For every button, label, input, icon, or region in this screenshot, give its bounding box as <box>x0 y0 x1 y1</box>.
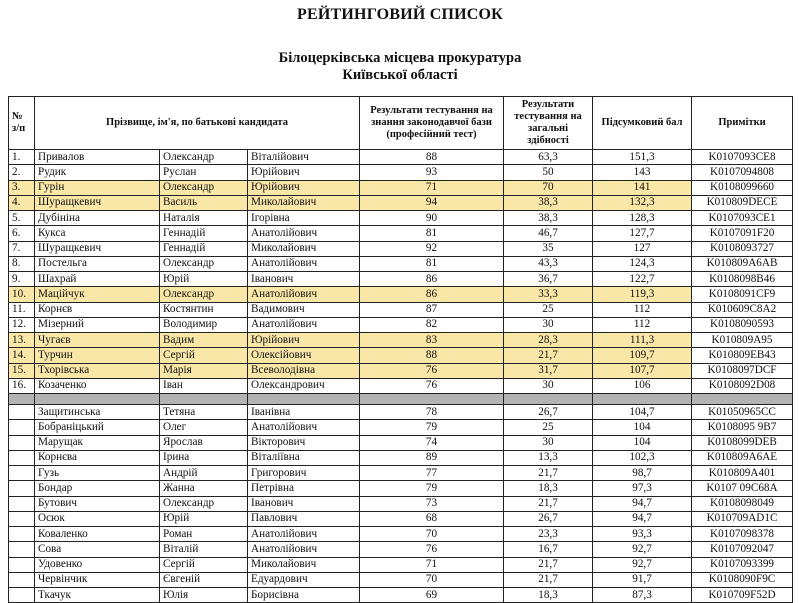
cell-ability-test-score: 23,3 <box>504 527 593 542</box>
cell-patronymic: Юрійович <box>248 333 360 348</box>
cell-patronymic: Анатолійович <box>248 420 360 435</box>
table-row <box>9 348 793 363</box>
table-row <box>9 241 793 256</box>
cell-patronymic: Вікторович <box>248 435 360 450</box>
cell-first-name: Ярослав <box>160 435 248 450</box>
cell-candidate-code: K0108093727 <box>692 241 793 256</box>
cell-patronymic: Анатолійович <box>248 287 360 302</box>
row-number: 15. <box>9 363 35 378</box>
row-number: 7. <box>9 241 35 256</box>
cell-total-score: 102,3 <box>593 450 692 465</box>
cell-candidate-code: K0107093399 <box>692 557 793 572</box>
cell-surname: Шуращкевич <box>35 195 160 210</box>
cell-law-test-score: 87 <box>360 302 504 317</box>
separator-row <box>9 394 793 405</box>
cell-law-test-score: 76 <box>360 378 504 393</box>
cell-candidate-code: K0108099660 <box>692 180 793 195</box>
cell-total-score: 94,7 <box>593 511 692 526</box>
cell-surname: Бутович <box>35 496 160 511</box>
cell-law-test-score: 93 <box>360 165 504 180</box>
table-row <box>9 150 793 165</box>
cell-surname: Сова <box>35 542 160 557</box>
cell-first-name: Олександр <box>160 496 248 511</box>
cell-surname: Маційчук <box>35 287 160 302</box>
cell-law-test-score: 78 <box>360 405 504 420</box>
cell-surname: Привалов <box>35 150 160 165</box>
cell-ability-test-score: 36,7 <box>504 272 593 287</box>
cell-patronymic: Анатолійович <box>248 527 360 542</box>
cell-candidate-code: K0108097DCF <box>692 363 793 378</box>
separator-cell <box>160 394 248 405</box>
cell-surname: Шуращкевич <box>35 241 160 256</box>
separator-cell <box>504 394 593 405</box>
cell-law-test-score: 69 <box>360 588 504 603</box>
cell-ability-test-score: 28,3 <box>504 333 593 348</box>
cell-total-score: 143 <box>593 165 692 180</box>
cell-total-score: 91,7 <box>593 572 692 587</box>
row-number: 12. <box>9 317 35 332</box>
table-row <box>9 405 793 420</box>
cell-candidate-code: K010809DECE <box>692 195 793 210</box>
table-row <box>9 333 793 348</box>
table-row <box>9 317 793 332</box>
cell-ability-test-score: 18,3 <box>504 588 593 603</box>
cell-first-name: Геннадій <box>160 226 248 241</box>
separator-cell <box>35 394 160 405</box>
row-number: 2. <box>9 165 35 180</box>
cell-surname: Дубініна <box>35 211 160 226</box>
cell-law-test-score: 88 <box>360 150 504 165</box>
header-ability-test: Результати тестування на загальні здібності <box>504 97 593 150</box>
row-number <box>9 572 35 587</box>
cell-candidate-code: K0108090593 <box>692 317 793 332</box>
cell-total-score: 127 <box>593 241 692 256</box>
cell-ability-test-score: 50 <box>504 165 593 180</box>
cell-ability-test-score: 18,3 <box>504 481 593 496</box>
cell-first-name: Сергій <box>160 557 248 572</box>
cell-first-name: Василь <box>160 195 248 210</box>
prosecutor-office-heading <box>0 50 800 84</box>
cell-patronymic: Миколайович <box>248 557 360 572</box>
rating-table <box>8 96 793 603</box>
cell-first-name: Тетяна <box>160 405 248 420</box>
cell-candidate-code: K0107094808 <box>692 165 793 180</box>
cell-candidate-code: K0108098049 <box>692 496 793 511</box>
cell-candidate-code: K0107098378 <box>692 527 793 542</box>
cell-patronymic: Едуардович <box>248 572 360 587</box>
table-row <box>9 211 793 226</box>
cell-surname: Постельга <box>35 256 160 271</box>
cell-candidate-code: K010809A6AE <box>692 450 793 465</box>
cell-ability-test-score: 30 <box>504 435 593 450</box>
cell-law-test-score: 79 <box>360 481 504 496</box>
cell-total-score: 93,3 <box>593 527 692 542</box>
cell-first-name: Геннадій <box>160 241 248 256</box>
cell-first-name: Євгеній <box>160 572 248 587</box>
cell-law-test-score: 86 <box>360 272 504 287</box>
cell-patronymic: Миколайович <box>248 241 360 256</box>
table-row <box>9 272 793 287</box>
row-number <box>9 527 35 542</box>
separator-cell <box>593 394 692 405</box>
cell-ability-test-score: 30 <box>504 317 593 332</box>
cell-law-test-score: 73 <box>360 496 504 511</box>
cell-total-score: 106 <box>593 378 692 393</box>
cell-candidate-code: K0107093CE8 <box>692 150 793 165</box>
table-row <box>9 420 793 435</box>
row-number: 9. <box>9 272 35 287</box>
table-row <box>9 165 793 180</box>
cell-surname: Мізерний <box>35 317 160 332</box>
cell-surname: Корнєва <box>35 450 160 465</box>
row-number: 6. <box>9 226 35 241</box>
row-number <box>9 557 35 572</box>
cell-total-score: 104,7 <box>593 405 692 420</box>
table-row <box>9 256 793 271</box>
header-number: № з/п <box>9 97 35 150</box>
row-number: 3. <box>9 180 35 195</box>
cell-ability-test-score: 21,7 <box>504 466 593 481</box>
cell-first-name: Сергій <box>160 348 248 363</box>
cell-surname: Рудик <box>35 165 160 180</box>
cell-ability-test-score: 63,3 <box>504 150 593 165</box>
header-candidate-name: Прізвище, ім'я, по батькові кандидата <box>35 97 360 150</box>
table-row <box>9 363 793 378</box>
cell-patronymic: Юрійович <box>248 165 360 180</box>
row-number: 14. <box>9 348 35 363</box>
cell-total-score: 94,7 <box>593 496 692 511</box>
cell-ability-test-score: 16,7 <box>504 542 593 557</box>
cell-patronymic: Анатолійович <box>248 542 360 557</box>
separator-cell <box>692 394 793 405</box>
cell-law-test-score: 71 <box>360 180 504 195</box>
cell-candidate-code: K010709AD1C <box>692 511 793 526</box>
cell-candidate-code: K010809A401 <box>692 466 793 481</box>
row-number: 11. <box>9 302 35 317</box>
cell-total-score: 119,3 <box>593 287 692 302</box>
table-row <box>9 496 793 511</box>
row-number <box>9 588 35 603</box>
cell-first-name: Юлія <box>160 588 248 603</box>
header-law-test: Результати тестування на знання законодавчої бази (професійний тест) <box>360 97 504 150</box>
row-number <box>9 420 35 435</box>
table-row <box>9 435 793 450</box>
cell-candidate-code: K0107092047 <box>692 542 793 557</box>
cell-total-score: 104 <box>593 420 692 435</box>
cell-first-name: Ірина <box>160 450 248 465</box>
cell-law-test-score: 70 <box>360 572 504 587</box>
cell-candidate-code: K0108091CF9 <box>692 287 793 302</box>
cell-total-score: 97,3 <box>593 481 692 496</box>
cell-total-score: 92,7 <box>593 542 692 557</box>
cell-total-score: 109,7 <box>593 348 692 363</box>
cell-candidate-code: K010609C8A2 <box>692 302 793 317</box>
cell-surname: Бондар <box>35 481 160 496</box>
cell-ability-test-score: 26,7 <box>504 405 593 420</box>
cell-first-name: Юрій <box>160 511 248 526</box>
cell-surname: Марущак <box>35 435 160 450</box>
cell-ability-test-score: 38,3 <box>504 211 593 226</box>
cell-patronymic: Іванович <box>248 272 360 287</box>
cell-law-test-score: 81 <box>360 256 504 271</box>
cell-patronymic: Анатолійович <box>248 256 360 271</box>
cell-law-test-score: 81 <box>360 226 504 241</box>
cell-patronymic: Віталіївна <box>248 450 360 465</box>
table-row <box>9 588 793 603</box>
row-number: 4. <box>9 195 35 210</box>
cell-surname: Червінчик <box>35 572 160 587</box>
cell-ability-test-score: 25 <box>504 420 593 435</box>
row-number <box>9 542 35 557</box>
cell-surname: Чугаєв <box>35 333 160 348</box>
cell-patronymic: Вадимович <box>248 302 360 317</box>
cell-total-score: 151,3 <box>593 150 692 165</box>
table-header-row <box>9 97 793 150</box>
cell-ability-test-score: 43,3 <box>504 256 593 271</box>
cell-law-test-score: 68 <box>360 511 504 526</box>
cell-first-name: Юрій <box>160 272 248 287</box>
cell-candidate-code: K0108090F9C <box>692 572 793 587</box>
document-title: РЕЙТИНГОВИЙ СПИСОК <box>297 6 503 23</box>
cell-first-name: Роман <box>160 527 248 542</box>
cell-total-score: 104 <box>593 435 692 450</box>
cell-law-test-score: 77 <box>360 466 504 481</box>
cell-ability-test-score: 21,7 <box>504 557 593 572</box>
cell-surname: Удовенко <box>35 557 160 572</box>
cell-surname: Бобраніцький <box>35 420 160 435</box>
cell-patronymic: Олександрович <box>248 378 360 393</box>
cell-surname: Козаченко <box>35 378 160 393</box>
cell-surname: Шахрай <box>35 272 160 287</box>
cell-ability-test-score: 70 <box>504 180 593 195</box>
row-number: 10. <box>9 287 35 302</box>
cell-ability-test-score: 26,7 <box>504 511 593 526</box>
cell-law-test-score: 83 <box>360 333 504 348</box>
separator-cell <box>9 394 35 405</box>
cell-first-name: Костянтин <box>160 302 248 317</box>
cell-patronymic: Іванівна <box>248 405 360 420</box>
cell-first-name: Марія <box>160 363 248 378</box>
cell-law-test-score: 89 <box>360 450 504 465</box>
row-number: 5. <box>9 211 35 226</box>
cell-ability-test-score: 35 <box>504 241 593 256</box>
cell-law-test-score: 76 <box>360 542 504 557</box>
row-number <box>9 511 35 526</box>
cell-candidate-code: K0107 09C68A <box>692 481 793 496</box>
cell-total-score: 92,7 <box>593 557 692 572</box>
cell-law-test-score: 94 <box>360 195 504 210</box>
cell-ability-test-score: 33,3 <box>504 287 593 302</box>
table-row <box>9 481 793 496</box>
cell-patronymic: Юрійович <box>248 180 360 195</box>
cell-first-name: Андрій <box>160 466 248 481</box>
cell-total-score: 111,3 <box>593 333 692 348</box>
cell-law-test-score: 79 <box>360 420 504 435</box>
cell-total-score: 107,7 <box>593 363 692 378</box>
cell-first-name: Олександр <box>160 150 248 165</box>
table-row <box>9 527 793 542</box>
header-total-score: Підсумковий бал <box>593 97 692 150</box>
cell-candidate-code: K010709F52D <box>692 588 793 603</box>
row-number <box>9 466 35 481</box>
cell-patronymic: Павлович <box>248 511 360 526</box>
cell-ability-test-score: 25 <box>504 302 593 317</box>
cell-patronymic: Олексійович <box>248 348 360 363</box>
cell-first-name: Олександр <box>160 287 248 302</box>
row-number: 16. <box>9 378 35 393</box>
cell-candidate-code: K010809EB43 <box>692 348 793 363</box>
cell-ability-test-score: 13,3 <box>504 450 593 465</box>
cell-total-score: 98,7 <box>593 466 692 481</box>
cell-candidate-code: K0107091F20 <box>692 226 793 241</box>
row-number <box>9 481 35 496</box>
cell-surname: Ткачук <box>35 588 160 603</box>
cell-ability-test-score: 30 <box>504 378 593 393</box>
cell-first-name: Віталій <box>160 542 248 557</box>
table-row <box>9 378 793 393</box>
cell-surname: Тхорівська <box>35 363 160 378</box>
cell-patronymic: Всеволодівна <box>248 363 360 378</box>
cell-candidate-code: K0108099DEB <box>692 435 793 450</box>
cell-law-test-score: 82 <box>360 317 504 332</box>
row-number <box>9 496 35 511</box>
cell-surname: Корнєв <box>35 302 160 317</box>
cell-first-name: Олександр <box>160 180 248 195</box>
table-row <box>9 557 793 572</box>
cell-first-name: Іван <box>160 378 248 393</box>
cell-candidate-code: K010809A6AB <box>692 256 793 271</box>
cell-surname: Кукса <box>35 226 160 241</box>
cell-patronymic: Петрівна <box>248 481 360 496</box>
subtitle-line-2: Київської області <box>342 67 458 83</box>
cell-law-test-score: 92 <box>360 241 504 256</box>
cell-surname: Турчин <box>35 348 160 363</box>
cell-patronymic: Миколайович <box>248 195 360 210</box>
table-row <box>9 466 793 481</box>
cell-law-test-score: 71 <box>360 557 504 572</box>
cell-law-test-score: 70 <box>360 527 504 542</box>
cell-candidate-code: K0108095 9B7 <box>692 420 793 435</box>
cell-ability-test-score: 31,7 <box>504 363 593 378</box>
cell-patronymic: Анатолійович <box>248 317 360 332</box>
cell-ability-test-score: 38,3 <box>504 195 593 210</box>
cell-candidate-code: K0107093CE1 <box>692 211 793 226</box>
cell-ability-test-score: 21,7 <box>504 348 593 363</box>
table-body <box>9 150 793 603</box>
cell-law-test-score: 88 <box>360 348 504 363</box>
table-row <box>9 180 793 195</box>
cell-candidate-code: K0108092D08 <box>692 378 793 393</box>
cell-surname: Защитинська <box>35 405 160 420</box>
cell-law-test-score: 76 <box>360 363 504 378</box>
table-row <box>9 195 793 210</box>
table-row <box>9 302 793 317</box>
cell-candidate-code: K0108098B46 <box>692 272 793 287</box>
cell-first-name: Олександр <box>160 256 248 271</box>
cell-surname: Осюк <box>35 511 160 526</box>
cell-total-score: 141 <box>593 180 692 195</box>
cell-law-test-score: 74 <box>360 435 504 450</box>
cell-first-name: Олег <box>160 420 248 435</box>
cell-surname: Коваленко <box>35 527 160 542</box>
separator-cell <box>360 394 504 405</box>
cell-ability-test-score: 46,7 <box>504 226 593 241</box>
cell-total-score: 127,7 <box>593 226 692 241</box>
cell-total-score: 124,3 <box>593 256 692 271</box>
cell-candidate-code: K01050965CC <box>692 405 793 420</box>
cell-ability-test-score: 21,7 <box>504 496 593 511</box>
cell-total-score: 112 <box>593 317 692 332</box>
subtitle-line-1: Білоцерківська місцева прокуратура <box>278 50 522 66</box>
cell-surname: Гузь <box>35 466 160 481</box>
cell-law-test-score: 86 <box>360 287 504 302</box>
cell-patronymic: Ігорівна <box>248 211 360 226</box>
row-number: 13. <box>9 333 35 348</box>
cell-total-score: 87,3 <box>593 588 692 603</box>
table-row <box>9 287 793 302</box>
table-row <box>9 511 793 526</box>
table-row <box>9 542 793 557</box>
table-row <box>9 572 793 587</box>
cell-surname: Гурін <box>35 180 160 195</box>
cell-total-score: 128,3 <box>593 211 692 226</box>
cell-total-score: 122,7 <box>593 272 692 287</box>
row-number: 1. <box>9 150 35 165</box>
cell-first-name: Вадим <box>160 333 248 348</box>
separator-cell <box>248 394 360 405</box>
cell-patronymic: Борисівна <box>248 588 360 603</box>
cell-first-name: Володимир <box>160 317 248 332</box>
table-row <box>9 450 793 465</box>
cell-first-name: Жанна <box>160 481 248 496</box>
cell-total-score: 132,3 <box>593 195 692 210</box>
cell-ability-test-score: 21,7 <box>504 572 593 587</box>
cell-candidate-code: K010809A95 <box>692 333 793 348</box>
row-number <box>9 435 35 450</box>
row-number <box>9 405 35 420</box>
row-number: 8. <box>9 256 35 271</box>
cell-first-name: Наталія <box>160 211 248 226</box>
row-number <box>9 450 35 465</box>
cell-law-test-score: 90 <box>360 211 504 226</box>
table-row <box>9 226 793 241</box>
header-notes: Примітки <box>692 97 793 150</box>
cell-patronymic: Григорович <box>248 466 360 481</box>
cell-patronymic: Іванович <box>248 496 360 511</box>
cell-first-name: Руслан <box>160 165 248 180</box>
cell-total-score: 112 <box>593 302 692 317</box>
cell-patronymic: Анатолійович <box>248 226 360 241</box>
cell-patronymic: Віталійович <box>248 150 360 165</box>
